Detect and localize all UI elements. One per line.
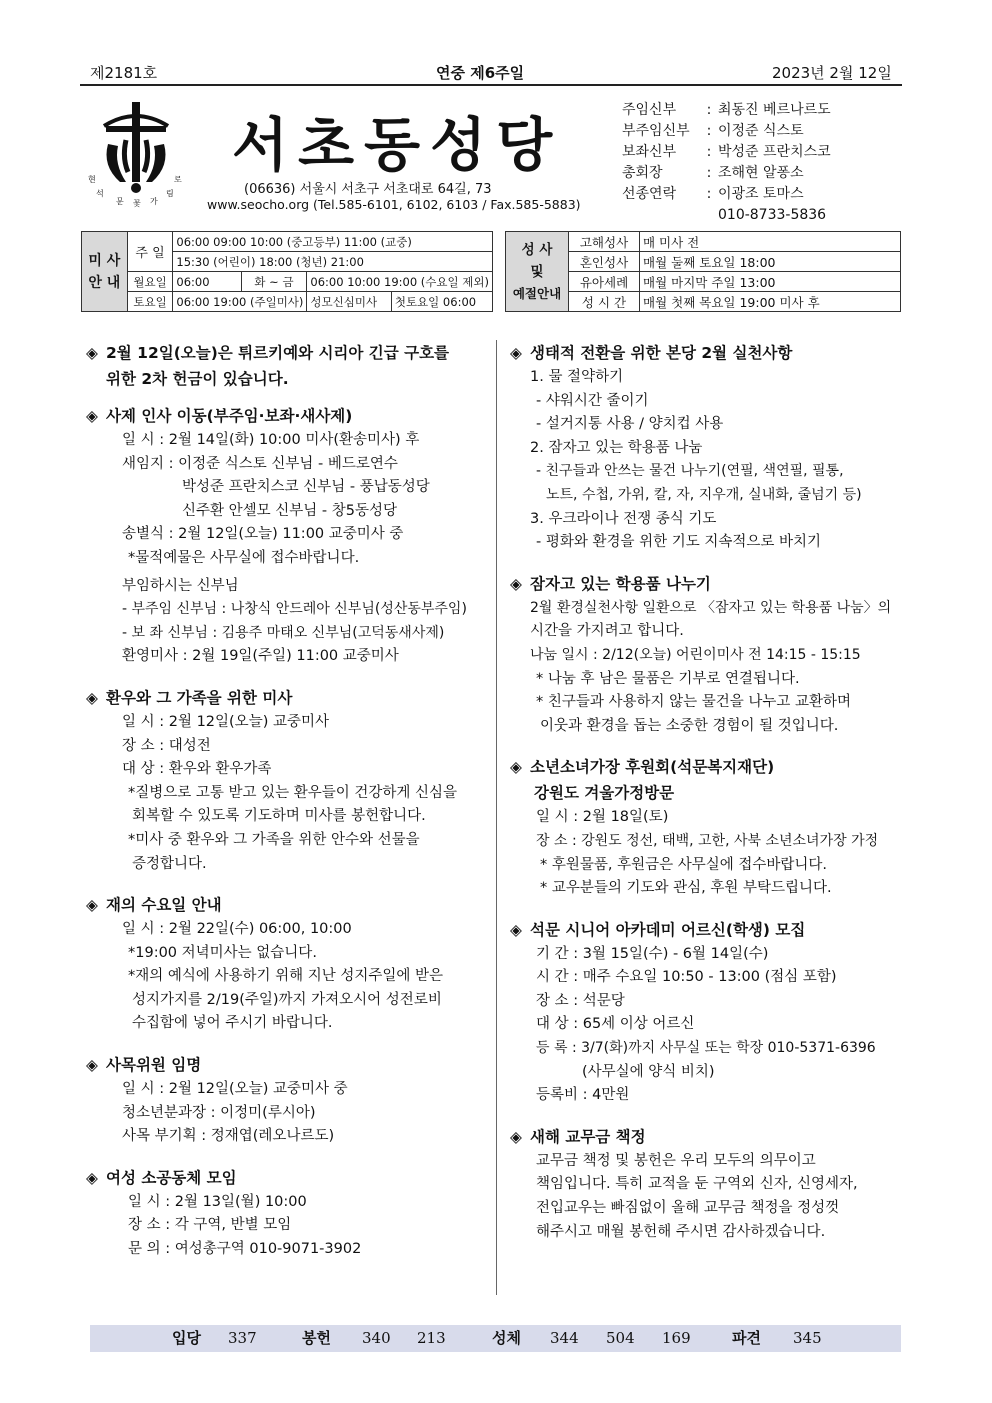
staff-row: 선종연락 : 이광조 토마스 bbox=[622, 186, 804, 202]
notice-patients-mass: ◈ 환우와 그 가족을 위한 미사 일 시 : 2월 12일(오늘) 교중미사 장 소 : 대성전 대 상 : 환우와 환우가족 *질병으로 고통 받고 있는 환우들이 건강하게 신심을 회복할 수 있도록 기도하며 미사를 봉헌합니다. *미사 중 환우와 그 가족을 위한 안수와 선물을 증정합니다. bbox=[102, 685, 487, 876]
church-address: (06636) 서울시 서초구 서초대로 64길, 73 bbox=[244, 182, 492, 197]
monday-label: 월요일 bbox=[127, 272, 173, 292]
issue-number: 제2181호 bbox=[90, 64, 158, 82]
notice-ecology: ◈ 생태적 전환을 위한 본당 2월 실천사항 1. 물 절약하기 - 샤워시간 줄이기 - 설거지통 사용 / 양치컵 사용 2. 잠자고 있는 학용품 나눔 - 친구들과 안쓰는 물건 나누기(연필, 색연필, 필통, 노트, 수첩, 가위, 칼, 자, 지우개, 실내화, 줄넘기 등) 3. 우크라이나 전쟁 종식 기도 - 평화와 환경을 위한 기도 지속적으로 바치기 bbox=[510, 340, 900, 555]
mass-schedule-table bbox=[81, 231, 493, 312]
staff-row: 보좌신부 : 박성준 프란치스코 bbox=[622, 144, 831, 160]
stat-offering-value: 340 bbox=[362, 1329, 391, 1347]
section-heading: ◈ 사목위원 임명 bbox=[86, 1056, 202, 1075]
stat-communion-label: 성체 bbox=[492, 1329, 521, 1347]
stat-offering-label: 봉헌 bbox=[302, 1329, 331, 1347]
notice-women-community: ◈ 여성 소공동체 모임 일 시 : 2월 13일(월) 10:00 장 소 : 각 구역, 반별 모임 문 의 : 여성총구역 010-9071-3902 bbox=[102, 1165, 487, 1262]
left-column bbox=[86, 340, 487, 1273]
section-heading: ◈ 환우와 그 가족을 위한 미사 bbox=[86, 688, 293, 707]
sacrament-value: 매월 마지막 주일 13:00 bbox=[640, 272, 901, 292]
header-rule bbox=[80, 84, 902, 86]
section-heading: ◈ 재의 수요일 안내 bbox=[86, 896, 222, 915]
notice-ash-wednesday: ◈ 재의 수요일 안내 일 시 : 2월 22일(수) 06:00, 10:00 *19:00 저녁미사는 없습니다. *재의 예식에 사용하기 위해 지난 성지주일에 받은 성지가지를 2/19(주일)까지 가져오시어 성전로비 수집함에 넣어 주시기 바랍니다. bbox=[102, 892, 487, 1036]
sunday-label: 주 일 bbox=[127, 232, 173, 272]
tue-fri-label: 화 ~ 금 bbox=[241, 272, 307, 292]
sacrament-key: 성 시 간 bbox=[569, 292, 640, 312]
stat-communion-value: 169 bbox=[662, 1329, 691, 1347]
tue-fri-time: 06:00 10:00 19:00 (수요일 제외) bbox=[307, 272, 493, 292]
sunday-times-1: 06:00 09:00 10:00 (중고등부) 11:00 (교중) bbox=[173, 232, 493, 252]
staff-row: 주임신부 : 최동진 베르나르도 bbox=[622, 102, 831, 118]
staff-row: 부주임신부 : 이정준 식스토 bbox=[622, 123, 804, 139]
stat-dismissal-label: 파견 bbox=[732, 1329, 761, 1347]
stat-entrance-value: 337 bbox=[228, 1329, 257, 1347]
notice-school-supplies: ◈ 잠자고 있는 학용품 나누기 2월 환경실천사항 일환으로 〈잠자고 있는 학용품 나눔〉의 시간을 가지려고 합니다. 나눔 일시 : 2/12(오늘) 어린이미사 전 14:15 - 15:15 * 나눔 후 남은 물품은 기부로 연결됩니다. * 친구들과 사용하지 않는 물건을 나누고 교환하며 이웃과 환경을 돕는 소중한 경험이 될 것입니다. bbox=[510, 571, 900, 739]
monday-time: 06:00 bbox=[173, 272, 241, 292]
sacrament-table bbox=[505, 231, 901, 312]
sacrament-value: 매 미사 전 bbox=[640, 232, 901, 252]
saturday-marian: 성모신심미사 bbox=[307, 292, 391, 312]
stat-entrance-label: 입당 bbox=[172, 1329, 201, 1347]
notice-senior-academy: ◈ 석문 시니어 아카데미 어르신(학생) 모집 기 간 : 3월 15일(수) - 6월 14일(수) 시 간 : 매주 수요일 10:50 - 13:00 (점심 포함) 장 소 : 석문당 대 상 : 65세 이상 어르신 등 록 : 3/7(화)까지 사무실 또는 학장 010-5371-6396 (사무실에 양식 비치) 등록비 : 4만원 bbox=[510, 917, 900, 1108]
stat-communion-value: 504 bbox=[606, 1329, 635, 1347]
sacrament-value: 매월 첫째 목요일 19:00 미사 후 bbox=[640, 292, 901, 312]
staff-list bbox=[622, 100, 831, 226]
notice-tithe: ◈ 새해 교무금 책정 교무금 책정 및 봉헌은 우리 모두의 의무이고 책임입니다. 특히 교적을 둔 구역외 신자, 신영세자, 전입교우는 빠짐없이 올해 교무금 책정을 정성껏 해주시고 매월 봉헌해 주시면 감사하겠습니다. bbox=[510, 1124, 900, 1244]
church-contact: www.seocho.org (Tel.585-6101, 6102, 6103 / Fax.585-5883) bbox=[207, 197, 581, 212]
stat-dismissal-value: 345 bbox=[793, 1329, 822, 1347]
section-heading: ◈ 소년소녀가장 후원회(석문복지재단) bbox=[510, 758, 775, 777]
sacrament-label: 성 사 및 예절안내 bbox=[506, 232, 569, 312]
section-heading: ◈ 여성 소공동체 모임 bbox=[86, 1168, 237, 1187]
section-heading: ◈ 석문 시니어 아카데미 어르신(학생) 모집 bbox=[510, 920, 806, 939]
sacrament-key: 유아세례 bbox=[569, 272, 640, 292]
stat-offering-value: 213 bbox=[417, 1329, 446, 1347]
sacrament-key: 고해성사 bbox=[569, 232, 640, 252]
section-heading: ◈ 2월 12일(오늘)은 튀르키예와 시리아 긴급 구호를 bbox=[86, 344, 450, 362]
attendance-stats-bar bbox=[90, 1325, 901, 1352]
staff-phone: 010-8733-5836 bbox=[718, 207, 827, 223]
church-name: 서초동성당 bbox=[232, 111, 563, 179]
saturday-label: 토요일 bbox=[127, 292, 173, 312]
mass-label: 미 사 안 내 bbox=[82, 232, 128, 312]
saturday-first: 첫토요일 06:00 bbox=[391, 292, 492, 312]
church-logo: 현 로 석 림 문 가 꽃 bbox=[88, 96, 184, 206]
stat-communion-value: 344 bbox=[550, 1329, 579, 1347]
notice-priest-transfer: ◈ 사제 인사 이동(부주임·보좌·새사제) 일 시 : 2월 14일(화) 10:00 미사(환송미사) 후 새임지 : 이정준 식스토 신부님 - 베드로연수 박성준 프란치스코 신부님 - 풍납동성당 신주환 안셀모 신부님 - 창5동성당 송별식 : 2월 12일(오늘) 11:00 교중미사 중 *물적예물은 사무실에 접수바랍니다. 부임하시는 신부님 - 부주임 신부님 : 나창식 안드레아 신부님(성산동부주임) - 보 좌 신부님 : 김용주 마태오 신부님(고덕동새사제) 환영미사 : 2월 19일(주일) 11:00 교중미사 bbox=[102, 403, 487, 669]
notice-committee-appointment: ◈ 사목위원 임명 일 시 : 2월 12일(오늘) 교중미사 중 청소년분과장 : 이정미(루시아) 사목 부기획 : 정재엽(레오나르도) bbox=[102, 1052, 487, 1149]
sacrament-key: 혼인성사 bbox=[569, 252, 640, 272]
section-heading: ◈ 새해 교무금 책정 bbox=[510, 1127, 646, 1146]
section-heading: ◈ 사제 인사 이동(부주임·보좌·새사제) bbox=[86, 407, 353, 425]
issue-date: 2023년 2월 12일 bbox=[772, 64, 892, 82]
sacrament-value: 매월 둘째 토요일 18:00 bbox=[640, 252, 901, 272]
sunday-times-2: 15:30 (어린이) 18:00 (청년) 21:00 bbox=[173, 252, 493, 272]
section-heading: ◈ 잠자고 있는 학용품 나누기 bbox=[510, 574, 711, 593]
right-column bbox=[510, 340, 900, 1255]
section-heading: ◈ 생태적 전환을 위한 본당 2월 실천사항 bbox=[510, 344, 793, 362]
staff-row: 총회장 : 조해현 알퐁소 bbox=[622, 165, 804, 181]
liturgical-week: 연중 제6주일 bbox=[436, 64, 525, 82]
notice-youth-support: ◈ 소년소녀가장 후원회(석문복지재단) 강원도 겨울가정방문 일 시 : 2월 18일(토) 장 소 : 강원도 정선, 태백, 고한, 사북 소년소녀가장 가정 * 후원물품, 후원금은 사무실에 접수바랍니다. * 교우분들의 기도와 관심, 후원 부탁드립니다. bbox=[510, 754, 900, 900]
saturday-time: 06:00 19:00 (주일미사) bbox=[173, 292, 307, 312]
notice-relief-collection: ◈ 2월 12일(오늘)은 튀르키예와 시리아 긴급 구호를 위한 2차 헌금이 있습니다. bbox=[102, 340, 487, 392]
column-divider bbox=[496, 340, 497, 1295]
